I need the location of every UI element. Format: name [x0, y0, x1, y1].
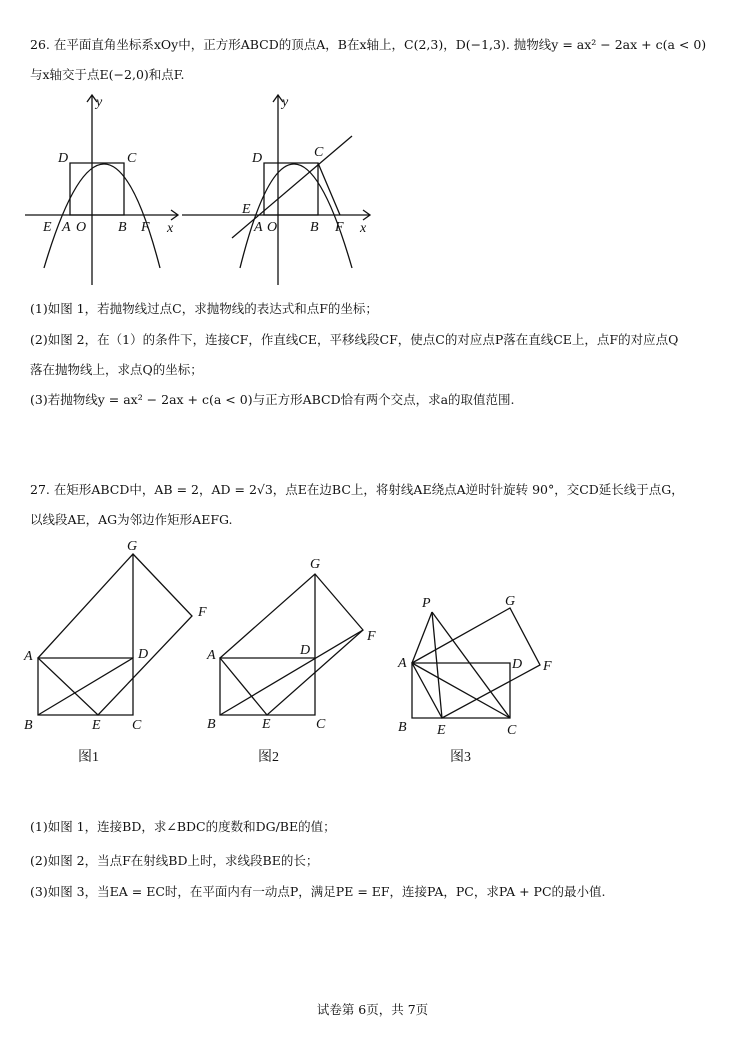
- segment-pa: [412, 612, 432, 663]
- label-E: E: [262, 717, 271, 732]
- label-A: A: [398, 656, 407, 671]
- label-y: y: [96, 95, 103, 110]
- label-G: G: [310, 557, 321, 572]
- label-C: C: [127, 151, 137, 166]
- q26-sub3: (3)若抛物线y = ax² − 2ax + c(a < 0)与正方形ABCD恰有两个交点，求a的取值范围.: [30, 392, 515, 407]
- q27-figure-2: [200, 550, 390, 750]
- label-C: C: [314, 145, 324, 160]
- label-F: F: [335, 220, 344, 235]
- q27-stem-line1: 27. 在矩形ABCD中，AB = 2，AD = 2√3，点E在边BC上，将射线AE绕点A逆时针旋转 90°，交CD延长线于点G，: [30, 482, 684, 497]
- label-P: P: [422, 596, 431, 611]
- square-abcd: [70, 163, 124, 215]
- q27-stem-line2: 以线段AE，AG为邻边作矩形AEFG.: [30, 512, 233, 527]
- label-G: G: [505, 594, 516, 609]
- label-x: x: [167, 221, 174, 236]
- q27-caption-1: 图1: [78, 750, 99, 765]
- q26-sub2-line2: 落在抛物线上，求点Q的坐标；: [30, 362, 203, 377]
- label-B: B: [118, 220, 127, 235]
- label-x: x: [360, 221, 367, 236]
- label-D: D: [512, 657, 523, 672]
- page-footer: 试卷第 6页，共 7页: [316, 1002, 429, 1017]
- label-y: y: [282, 95, 289, 110]
- label-D: D: [138, 647, 149, 662]
- q26-sub1: (1)如图 1，若抛物线过点C，求抛物线的表达式和点F的坐标；: [30, 301, 378, 316]
- label-A: A: [207, 648, 216, 663]
- label-C: C: [316, 717, 326, 732]
- q26-figure-1: [20, 90, 190, 290]
- q27-caption-2: 图2: [258, 750, 279, 765]
- label-B: B: [310, 220, 319, 235]
- label-F: F: [198, 605, 207, 620]
- label-E: E: [92, 718, 101, 733]
- label-F: F: [141, 220, 150, 235]
- segment-bf: [220, 630, 363, 715]
- label-O: O: [76, 220, 87, 235]
- label-A: A: [62, 220, 71, 235]
- label-B: B: [207, 717, 216, 732]
- segment-bd: [38, 658, 133, 715]
- q27-caption-3: 图3: [450, 750, 471, 765]
- q27-sub2: (2)如图 2，当点F在射线BD上时，求线段BE的长；: [30, 853, 319, 868]
- line-ce: [232, 136, 352, 238]
- label-E: E: [437, 723, 446, 738]
- q27-figure-3: [390, 585, 570, 745]
- label-B: B: [24, 718, 33, 733]
- label-C: C: [507, 723, 517, 738]
- parabola: [44, 164, 160, 268]
- label-F: F: [543, 659, 552, 674]
- label-D: D: [58, 151, 69, 166]
- label-G: G: [127, 539, 138, 554]
- label-E: E: [43, 220, 52, 235]
- label-F: F: [367, 629, 376, 644]
- q26-sub2-line1: (2)如图 2，在（1）的条件下，连接CF，作直线CE，平移线段CF，使点C的对应点P落在直线CE上，点F的对应点Q: [30, 332, 679, 347]
- q26-stem-line2: 与x轴交于点E(−2,0)和点F.: [30, 67, 185, 82]
- label-E: E: [242, 202, 251, 217]
- q26-figure-2: [180, 90, 380, 290]
- label-A: A: [254, 220, 263, 235]
- label-O: O: [267, 220, 278, 235]
- rectangle-aefg: [220, 574, 363, 715]
- q27-sub1: (1)如图 1，连接BD，求∠BDC的度数和DG/BE的值；: [30, 819, 336, 834]
- label-A: A: [24, 649, 33, 664]
- parabola: [240, 164, 352, 268]
- q26-stem-line1: 26. 在平面直角坐标系xOy中，正方形ABCD的顶点A，B在x轴上，C(2,3)，D(−1,3). 抛物线y = ax² − 2ax + c(a < 0): [30, 37, 707, 52]
- label-D: D: [300, 643, 311, 658]
- rectangle-aefg: [38, 554, 192, 715]
- label-C: C: [132, 718, 142, 733]
- q27-sub3: (3)如图 3，当EA = EC时，在平面内有一动点P，满足PE = EF，连接PA，PC，求PA + PC的最小值.: [30, 884, 606, 899]
- square-abcd: [264, 163, 318, 215]
- q27-figure-1: [20, 530, 220, 750]
- label-D: D: [252, 151, 263, 166]
- label-B: B: [398, 720, 407, 735]
